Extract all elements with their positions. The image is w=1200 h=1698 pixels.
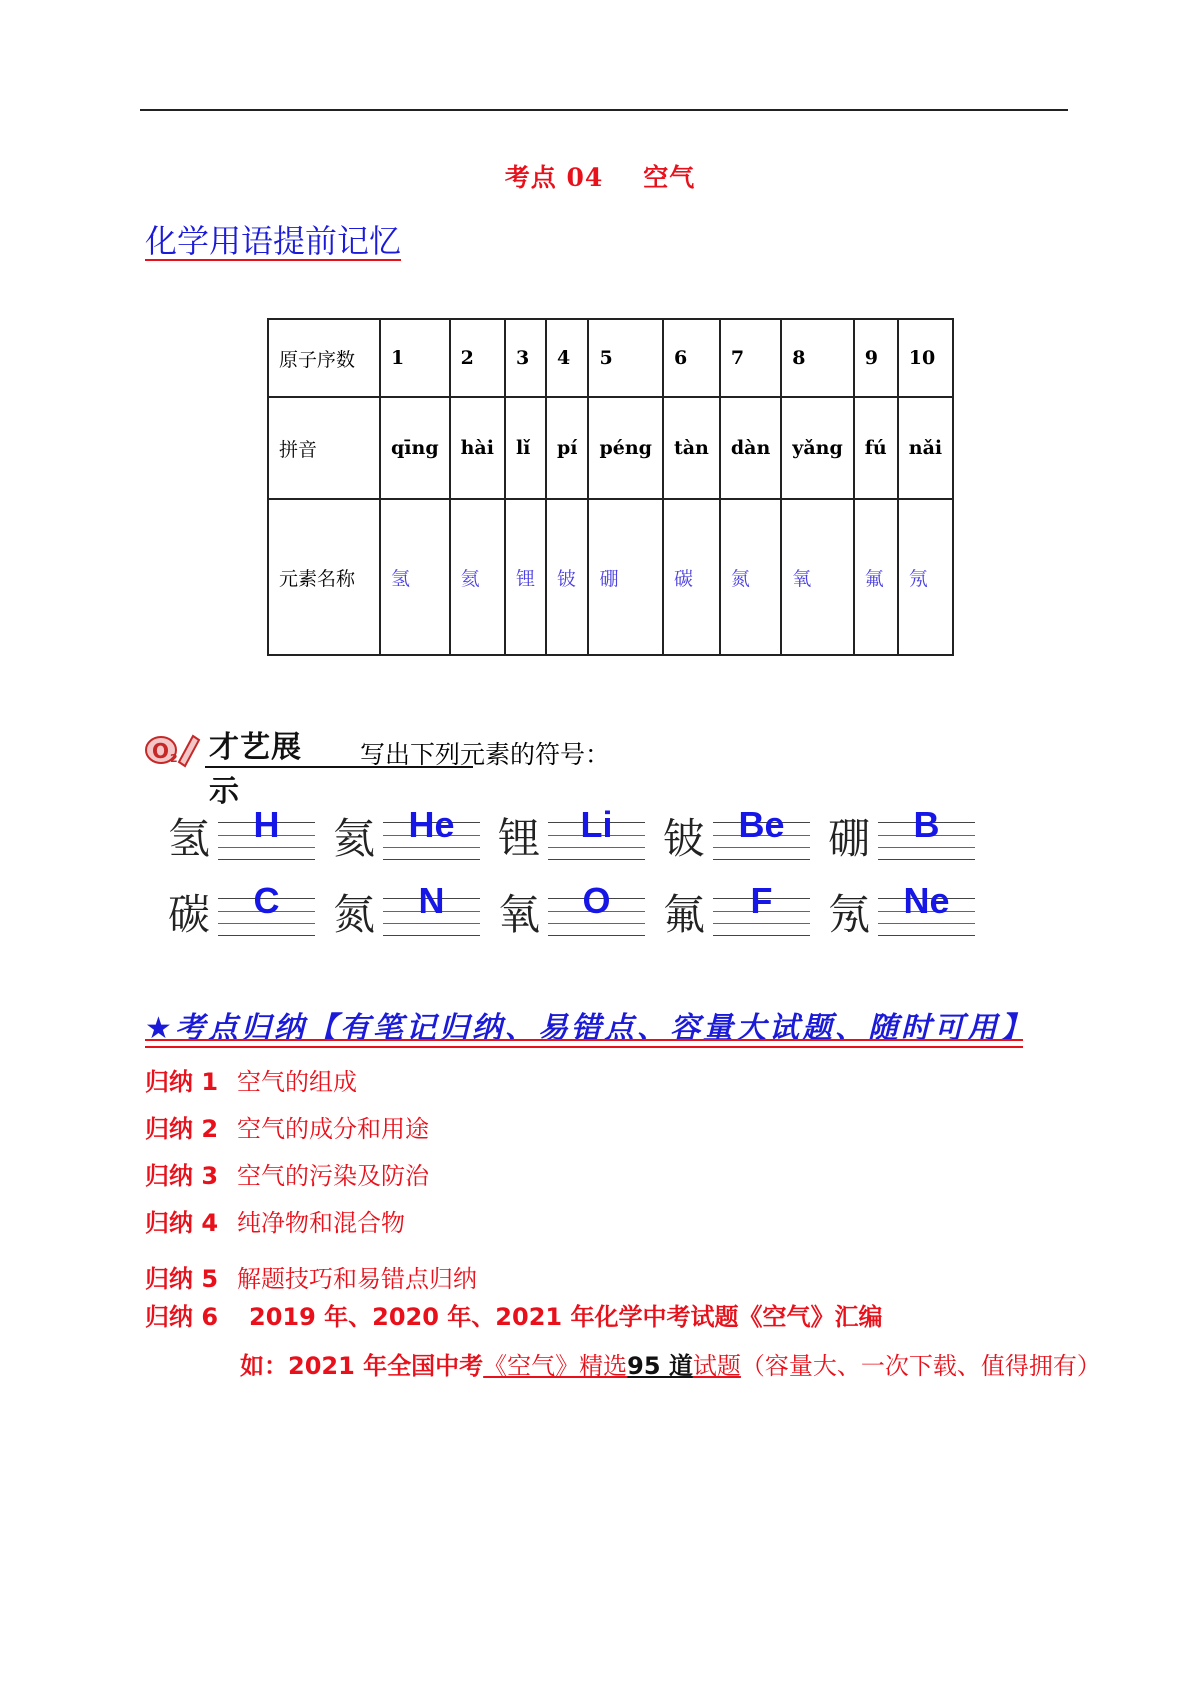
row-label: 元素名称 [268, 499, 380, 655]
table-cell: 氢 [380, 499, 450, 655]
table-cell: 锂 [505, 499, 546, 655]
table-cell: hài [450, 397, 505, 499]
table-cell: 8 [781, 319, 853, 397]
table-cell: 6 [663, 319, 720, 397]
title-code: 考点 04 [504, 163, 604, 192]
table-cell: 氧 [781, 499, 853, 655]
table-cell: 硼 [588, 499, 662, 655]
page-title [0, 158, 1200, 194]
item-number: 归纳 2 [145, 1115, 219, 1143]
table-cell: 氮 [720, 499, 781, 655]
table-row-number [268, 319, 953, 397]
table-cell: 铍 [546, 499, 589, 655]
list-item [145, 1259, 477, 1294]
symbol-item [663, 800, 828, 870]
symbol-answer: Li [580, 804, 613, 845]
table-cell: 4 [546, 319, 589, 397]
table-cell: 氖 [898, 499, 953, 655]
list-item [145, 1156, 429, 1191]
symbol-item [498, 800, 663, 870]
item-text: 空气的污染及防治 [237, 1162, 429, 1190]
section-heading: 化学用语提前记忆 [145, 222, 402, 260]
table-cell: péng [588, 397, 662, 499]
table-cell: fú [854, 397, 898, 499]
note-link-questions[interactable]: 试题 [692, 1352, 741, 1380]
download-note [240, 1346, 1101, 1381]
list-item [145, 1062, 357, 1097]
symbol-answer: N [418, 880, 445, 921]
talent-badge [143, 722, 331, 809]
symbol-item [333, 876, 498, 946]
table-row-name [268, 499, 953, 655]
element-char: 锂 [498, 814, 541, 863]
table-cell: lǐ [505, 397, 546, 499]
note-suffix: （容量大、一次下载、值得拥有） [740, 1352, 1101, 1380]
table-cell: 1 [380, 319, 450, 397]
symbol-item [498, 876, 663, 946]
table-cell: 5 [588, 319, 662, 397]
summary-double-rule [145, 1039, 1023, 1048]
symbol-item [828, 800, 993, 870]
table-cell: pí [546, 397, 589, 499]
element-char: 氦 [333, 814, 376, 863]
symbol-answer: F [750, 880, 773, 921]
symbol-answer: Be [738, 804, 785, 845]
table-cell: 7 [720, 319, 781, 397]
table-cell: 碳 [663, 499, 720, 655]
exercise-instruction: 写出下列元素的符号： [360, 740, 611, 769]
symbol-item [168, 800, 333, 870]
symbol-item [828, 876, 993, 946]
table-cell: 氟 [854, 499, 898, 655]
symbol-item [663, 876, 828, 946]
table-cell: yǎng [781, 397, 853, 499]
symbol-row-2 [168, 876, 1168, 946]
table-cell: 10 [898, 319, 953, 397]
symbol-answer: Ne [903, 880, 950, 921]
item-number: 归纳 6 [145, 1303, 219, 1331]
header-rule [140, 109, 1068, 111]
element-char: 氟 [663, 890, 706, 939]
table-cell: nǎi [898, 397, 953, 499]
row-label: 原子序数 [268, 319, 380, 397]
list-item [145, 1297, 882, 1332]
element-char: 氖 [828, 890, 871, 939]
element-char: 氢 [168, 814, 211, 863]
o2-pencil-icon [143, 730, 201, 768]
table-cell: 3 [505, 319, 546, 397]
note-prefix: 如：2021 年全国中考 [240, 1352, 484, 1380]
item-text: 解题技巧和易错点归纳 [237, 1265, 477, 1293]
symbol-row-1 [168, 800, 1168, 870]
badge-label: 才艺展示 [209, 730, 302, 809]
table-cell: 2 [450, 319, 505, 397]
note-link-title[interactable]: 《空气》精选 [483, 1352, 628, 1380]
table-cell: 氦 [450, 499, 505, 655]
symbol-answer: O [582, 880, 611, 921]
item-number: 归纳 5 [145, 1265, 219, 1293]
item-text: 纯净物和混合物 [237, 1209, 405, 1237]
symbol-item [168, 876, 333, 946]
svg-text:2: 2 [170, 752, 178, 765]
row-label: 拼音 [268, 397, 380, 499]
note-count[interactable]: 95 道 [627, 1352, 693, 1380]
symbol-answer: C [253, 880, 280, 921]
symbol-answer: H [253, 804, 280, 845]
summary-heading: ★考点归纳【有笔记归纳、易错点、容量大试题、随时可用】 [145, 1011, 1033, 1046]
table-row-pinyin [268, 397, 953, 499]
item-text: 空气的组成 [237, 1068, 357, 1096]
element-char: 氧 [498, 890, 541, 939]
symbol-item [333, 800, 498, 870]
table-cell: dàn [720, 397, 781, 499]
element-char: 硼 [828, 814, 871, 863]
list-item [145, 1203, 405, 1238]
element-char: 铍 [663, 814, 706, 863]
element-char: 碳 [168, 890, 211, 939]
item-number: 归纳 3 [145, 1162, 219, 1190]
element-table [267, 318, 954, 656]
list-item [145, 1109, 429, 1144]
item-number: 归纳 1 [145, 1068, 219, 1096]
item-text: 2019 年、2020 年、2021 年化学中考试题《空气》汇编 [249, 1303, 883, 1331]
symbol-answer: He [408, 804, 455, 845]
element-char: 氮 [333, 890, 376, 939]
item-number: 归纳 4 [145, 1209, 219, 1237]
table-cell: tàn [663, 397, 720, 499]
table-cell: qīng [380, 397, 450, 499]
symbol-answer: B [913, 804, 940, 845]
title-topic: 空气 [643, 163, 696, 192]
svg-text:O: O [152, 739, 170, 763]
table-cell: 9 [854, 319, 898, 397]
item-text: 空气的成分和用途 [237, 1115, 429, 1143]
